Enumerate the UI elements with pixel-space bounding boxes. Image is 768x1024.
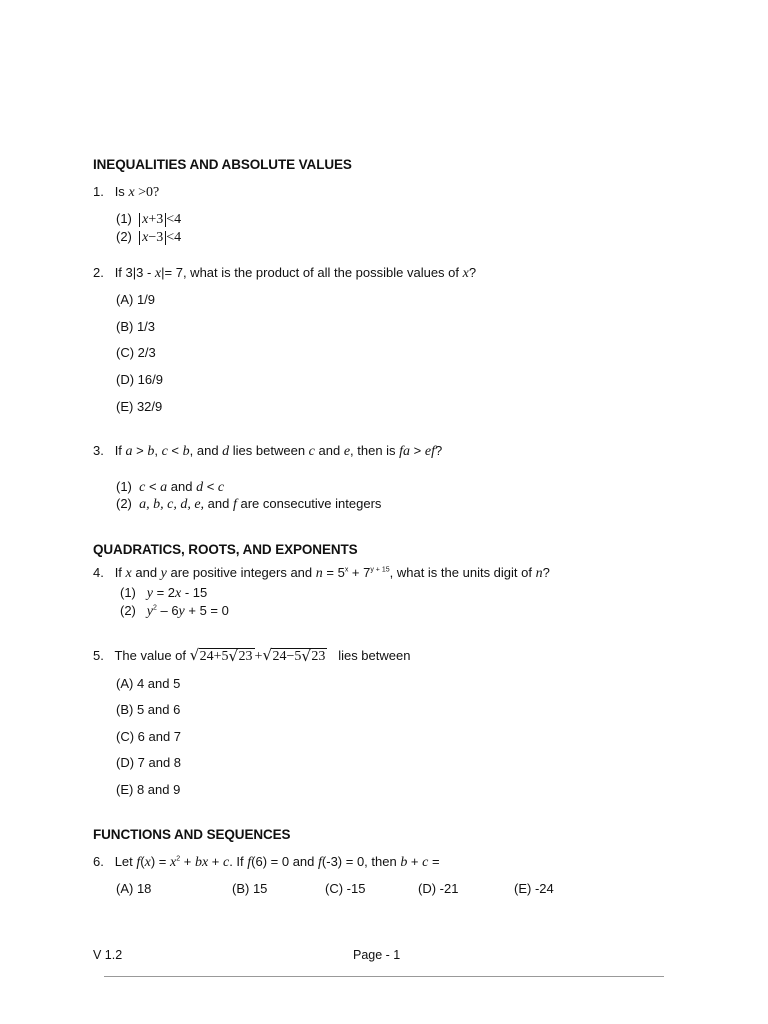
question-text: = [428, 854, 440, 869]
question-text: + [407, 854, 423, 869]
q1-statement-1 [116, 211, 181, 228]
section-heading-functions: FUNCTIONS AND SEQUENCES [93, 827, 291, 842]
question-text: If [114, 443, 126, 458]
section-heading-inequalities: INEQUALITIES AND ABSOLUTE VALUES [93, 157, 352, 172]
question-text: , and [189, 443, 223, 458]
variable: b [400, 855, 408, 870]
question-text: If 3|3 - [114, 265, 155, 280]
question-text: and [314, 443, 344, 458]
statement-text: < [203, 479, 218, 494]
question-4 [93, 565, 550, 582]
variable: x [142, 212, 149, 227]
footer-page-number: Page - 1 [353, 948, 401, 962]
question-number: 4. [93, 565, 104, 580]
answer-choice: (E) 32/9 [116, 399, 163, 414]
question-text: , what is the units digit of [389, 565, 536, 580]
variable: c [217, 480, 225, 495]
question-text: ? [542, 565, 550, 580]
question-text: lies between [338, 648, 411, 663]
variable: c [308, 444, 315, 459]
expression: 23 [311, 649, 326, 664]
variable: a [125, 444, 133, 459]
statement-text: – 6 [156, 603, 179, 618]
variable: y [146, 604, 153, 619]
variable: x [142, 230, 149, 245]
square-root: √ 23 [228, 647, 253, 665]
question-text: + 7 [348, 565, 371, 580]
q3-statement-1 [116, 479, 224, 496]
answer-choice: (A) 4 and 5 [116, 676, 181, 691]
statement-label: (2) [116, 496, 132, 511]
footer-divider [104, 976, 664, 977]
question-number: 1. [93, 184, 104, 199]
variable: x [128, 185, 135, 200]
question-text: If [114, 565, 126, 580]
statement-text: and [167, 479, 197, 494]
variable: fa [399, 444, 411, 459]
expression: 24−5 [272, 649, 302, 664]
variable: x [462, 266, 469, 281]
exponent: 2 [176, 855, 181, 863]
square-root: √ 24+5 √ 23 [189, 646, 253, 665]
question-text: and [131, 565, 161, 580]
question-text: ? [435, 443, 443, 458]
exponent: y + 15 [370, 566, 390, 574]
absolute-value [139, 231, 166, 245]
statement-text: - 15 [181, 585, 208, 600]
variable: f [232, 497, 237, 512]
variable: b [147, 444, 155, 459]
question-text: > [410, 443, 425, 458]
variable: y [178, 604, 185, 619]
answer-choice: (C) 6 and 7 [116, 729, 182, 744]
question-text: ? [468, 265, 477, 280]
variable: f [247, 855, 252, 870]
question-text: lies between [229, 443, 309, 458]
question-text: , then is [350, 443, 400, 458]
variable: bx [194, 855, 209, 870]
question-number: 5. [93, 648, 104, 663]
question-text: = 5 [322, 565, 345, 580]
variable: e [343, 444, 351, 459]
question-number: 2. [93, 265, 104, 280]
question-number: 6. [93, 854, 104, 869]
expression: <4 [166, 212, 182, 227]
statement-text: + 5 = 0 [184, 603, 229, 618]
question-number: 3. [93, 443, 104, 458]
variable: x [169, 855, 177, 870]
variable: c [422, 855, 429, 870]
variable: ef [424, 444, 435, 459]
answer-choice: (A) 18 [116, 881, 152, 896]
answer-choice: (D) -21 [418, 881, 459, 896]
question-text: (-3) = 0, then [321, 854, 401, 869]
variable: f [318, 855, 322, 870]
answer-choice: (B) 15 [232, 881, 268, 896]
variable: a, b, c, d, e, [139, 497, 205, 512]
question-3 [93, 443, 442, 460]
statement-text: are consecutive integers [236, 496, 382, 511]
question-text: > [132, 443, 148, 458]
variable: b [182, 444, 190, 459]
question-5 [93, 648, 410, 665]
variable: y [146, 586, 153, 601]
expression: 23 [238, 649, 253, 664]
answer-choice: (E) 8 and 9 [116, 782, 181, 797]
question-6 [93, 854, 440, 871]
answer-choice: (C) -15 [325, 881, 366, 896]
operator: + [254, 649, 263, 664]
answer-choice: (A) 1/9 [116, 292, 156, 307]
question-text: >0? [134, 185, 160, 200]
q3-statement-2 [116, 496, 381, 513]
question-text: ) = [150, 854, 170, 869]
variable: x [144, 855, 151, 870]
variable: d [222, 444, 230, 459]
variable: x [154, 266, 162, 281]
statement-text: and [204, 496, 233, 511]
statement-label: (1) [116, 479, 132, 494]
question-text: |= 7, what is the product of all the possible values of [161, 265, 463, 280]
statement-label: (2) [116, 229, 132, 244]
statement-text: < [145, 479, 161, 494]
variable: c [222, 855, 230, 870]
absolute-value [139, 213, 166, 227]
answer-choice: (B) 5 and 6 [116, 702, 181, 717]
answer-choice: (D) 7 and 8 [116, 755, 182, 770]
square-root: √ 23 [301, 647, 326, 665]
answer-choice: (C) 2/3 [116, 345, 156, 360]
variable: c [139, 480, 146, 495]
question-text: Let [114, 854, 137, 869]
variable: c [161, 444, 168, 459]
footer-version: V 1.2 [93, 948, 123, 962]
question-text: . If [229, 854, 248, 869]
question-text: (6) = 0 and [251, 854, 319, 869]
q4-statement-1 [120, 585, 207, 602]
statement-text: = 2 [152, 585, 175, 600]
variable: n [535, 566, 543, 581]
statement-label: (2) [120, 603, 136, 618]
question-text: + [180, 854, 195, 869]
question-text: < [167, 443, 183, 458]
question-2 [93, 265, 476, 282]
answer-choice: (D) 16/9 [116, 372, 163, 387]
variable: a [160, 480, 168, 495]
expression: <4 [166, 230, 182, 245]
variable: x [125, 566, 132, 581]
expression: −3 [148, 230, 164, 245]
square-root: √ 24−5 √ 23 [262, 646, 326, 665]
exponent: x [344, 566, 349, 574]
answer-choice: (B) 1/3 [116, 319, 156, 334]
statement-label: (1) [120, 585, 136, 600]
question-text: , [154, 443, 162, 458]
exponent: 2 [152, 604, 157, 612]
statement-label: (1) [116, 211, 132, 226]
question-text: ( [140, 854, 145, 869]
variable: d [196, 480, 204, 495]
variable: x [175, 586, 182, 601]
variable: n [315, 566, 323, 581]
expression: 24+5 [199, 649, 229, 664]
question-text: + [208, 854, 223, 869]
variable: y [160, 566, 167, 581]
question-text: The value of [114, 648, 186, 663]
section-heading-quadratics: QUADRATICS, ROOTS, AND EXPONENTS [93, 542, 358, 557]
question-text: are positive integers and [166, 565, 316, 580]
q1-statement-2 [116, 229, 181, 246]
q4-statement-2 [120, 603, 229, 620]
variable: f [136, 855, 141, 870]
expression: +3 [148, 212, 164, 227]
answer-choice: (E) -24 [514, 881, 554, 896]
question-text: Is [114, 184, 125, 199]
question-1 [93, 184, 159, 201]
